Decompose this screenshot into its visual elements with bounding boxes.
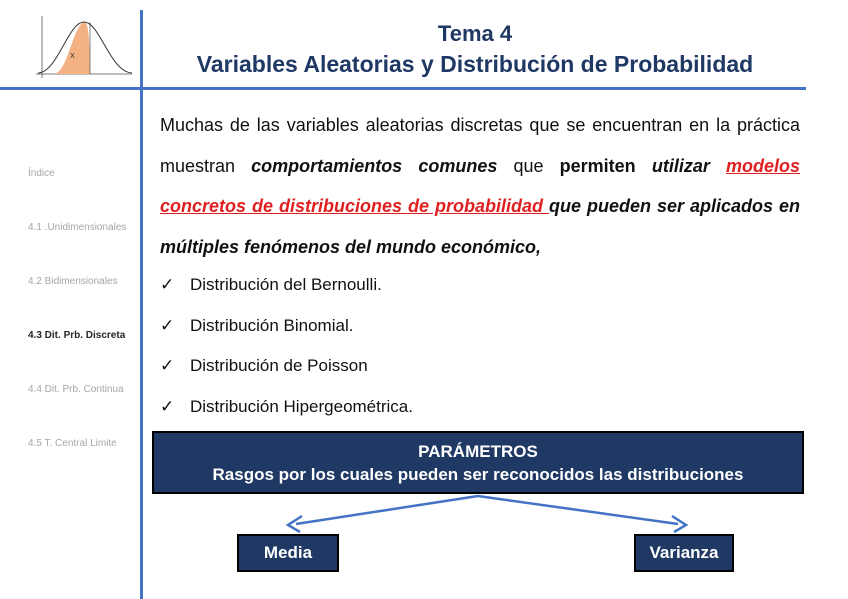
list-item-label: Distribución Binomial. (190, 315, 354, 335)
para-emphasis-2: utilizar (651, 155, 710, 176)
intro-paragraph (160, 105, 800, 267)
sidebar-item-indice[interactable]: Índice (28, 168, 55, 179)
arrow-head-left-icon (288, 516, 302, 532)
sidebar-item-discreta[interactable]: 4.3 Dit. Prb. Discreta (28, 330, 126, 341)
parametros-box (152, 431, 804, 494)
para-space (636, 156, 652, 176)
para-red-highlight: modelos concretos de distribuciones de probabilidad (160, 155, 800, 216)
check-icon: ✓ (160, 315, 175, 335)
sidebar-item-central-limite[interactable]: 4.5 T. Central Limite (28, 438, 117, 449)
check-icon: ✓ (160, 356, 175, 375)
list-item (160, 265, 413, 306)
check-icon: ✓ (160, 396, 175, 416)
para-text-2: que (497, 155, 560, 176)
list-item-label: Distribución de Poisson (190, 356, 368, 375)
distribution-list (160, 265, 413, 427)
para-emphasis-1: comportamientos comunes (251, 155, 498, 176)
list-item-label: Distribución Hipergeométrica. (190, 396, 413, 416)
normal-distribution-icon (28, 8, 136, 86)
arrow-head-right-icon (672, 516, 686, 532)
arrow-to-media (296, 496, 478, 524)
media-box: Media (237, 534, 339, 572)
list-item-label: Distribución del Bernoulli. (190, 275, 382, 294)
para-text-1: Muchas de las variables aleatorias discretas que se encuentran en la práctica muestran (160, 115, 800, 176)
page-title (150, 20, 800, 80)
title-line-2: Variables Aleatorias y Distribución de Probabilidad (196, 51, 754, 77)
sidebar-item-continua[interactable]: 4.4 Dit. Prb. Continua (28, 384, 124, 395)
list-item (160, 387, 413, 428)
list-item (160, 346, 413, 387)
parametros-subtitle: Rasgos por los cuales pueden ser reconocidos las distribuciones (212, 465, 744, 484)
para-bold-1: permiten (559, 155, 636, 176)
parametros-title: PARÁMETROS (418, 442, 538, 461)
sidebar-item-unidimensionales[interactable]: 4.1 .Unidimensionales (28, 222, 127, 233)
para-emphasis-3: que pueden ser aplicados en múltiples fenómenos del mundo económico, (160, 196, 800, 257)
check-icon: ✓ (160, 275, 175, 294)
header-divider (0, 87, 806, 90)
sidebar-item-bidimensionales[interactable]: 4.2 Bidimensionales (28, 276, 118, 287)
arrow-to-varianza (478, 496, 678, 524)
title-line-1: Tema 4 (437, 21, 513, 46)
vertical-divider (140, 10, 143, 599)
svg-text:X: X (70, 52, 75, 60)
list-item (160, 306, 413, 347)
varianza-box: Varianza (634, 534, 734, 572)
